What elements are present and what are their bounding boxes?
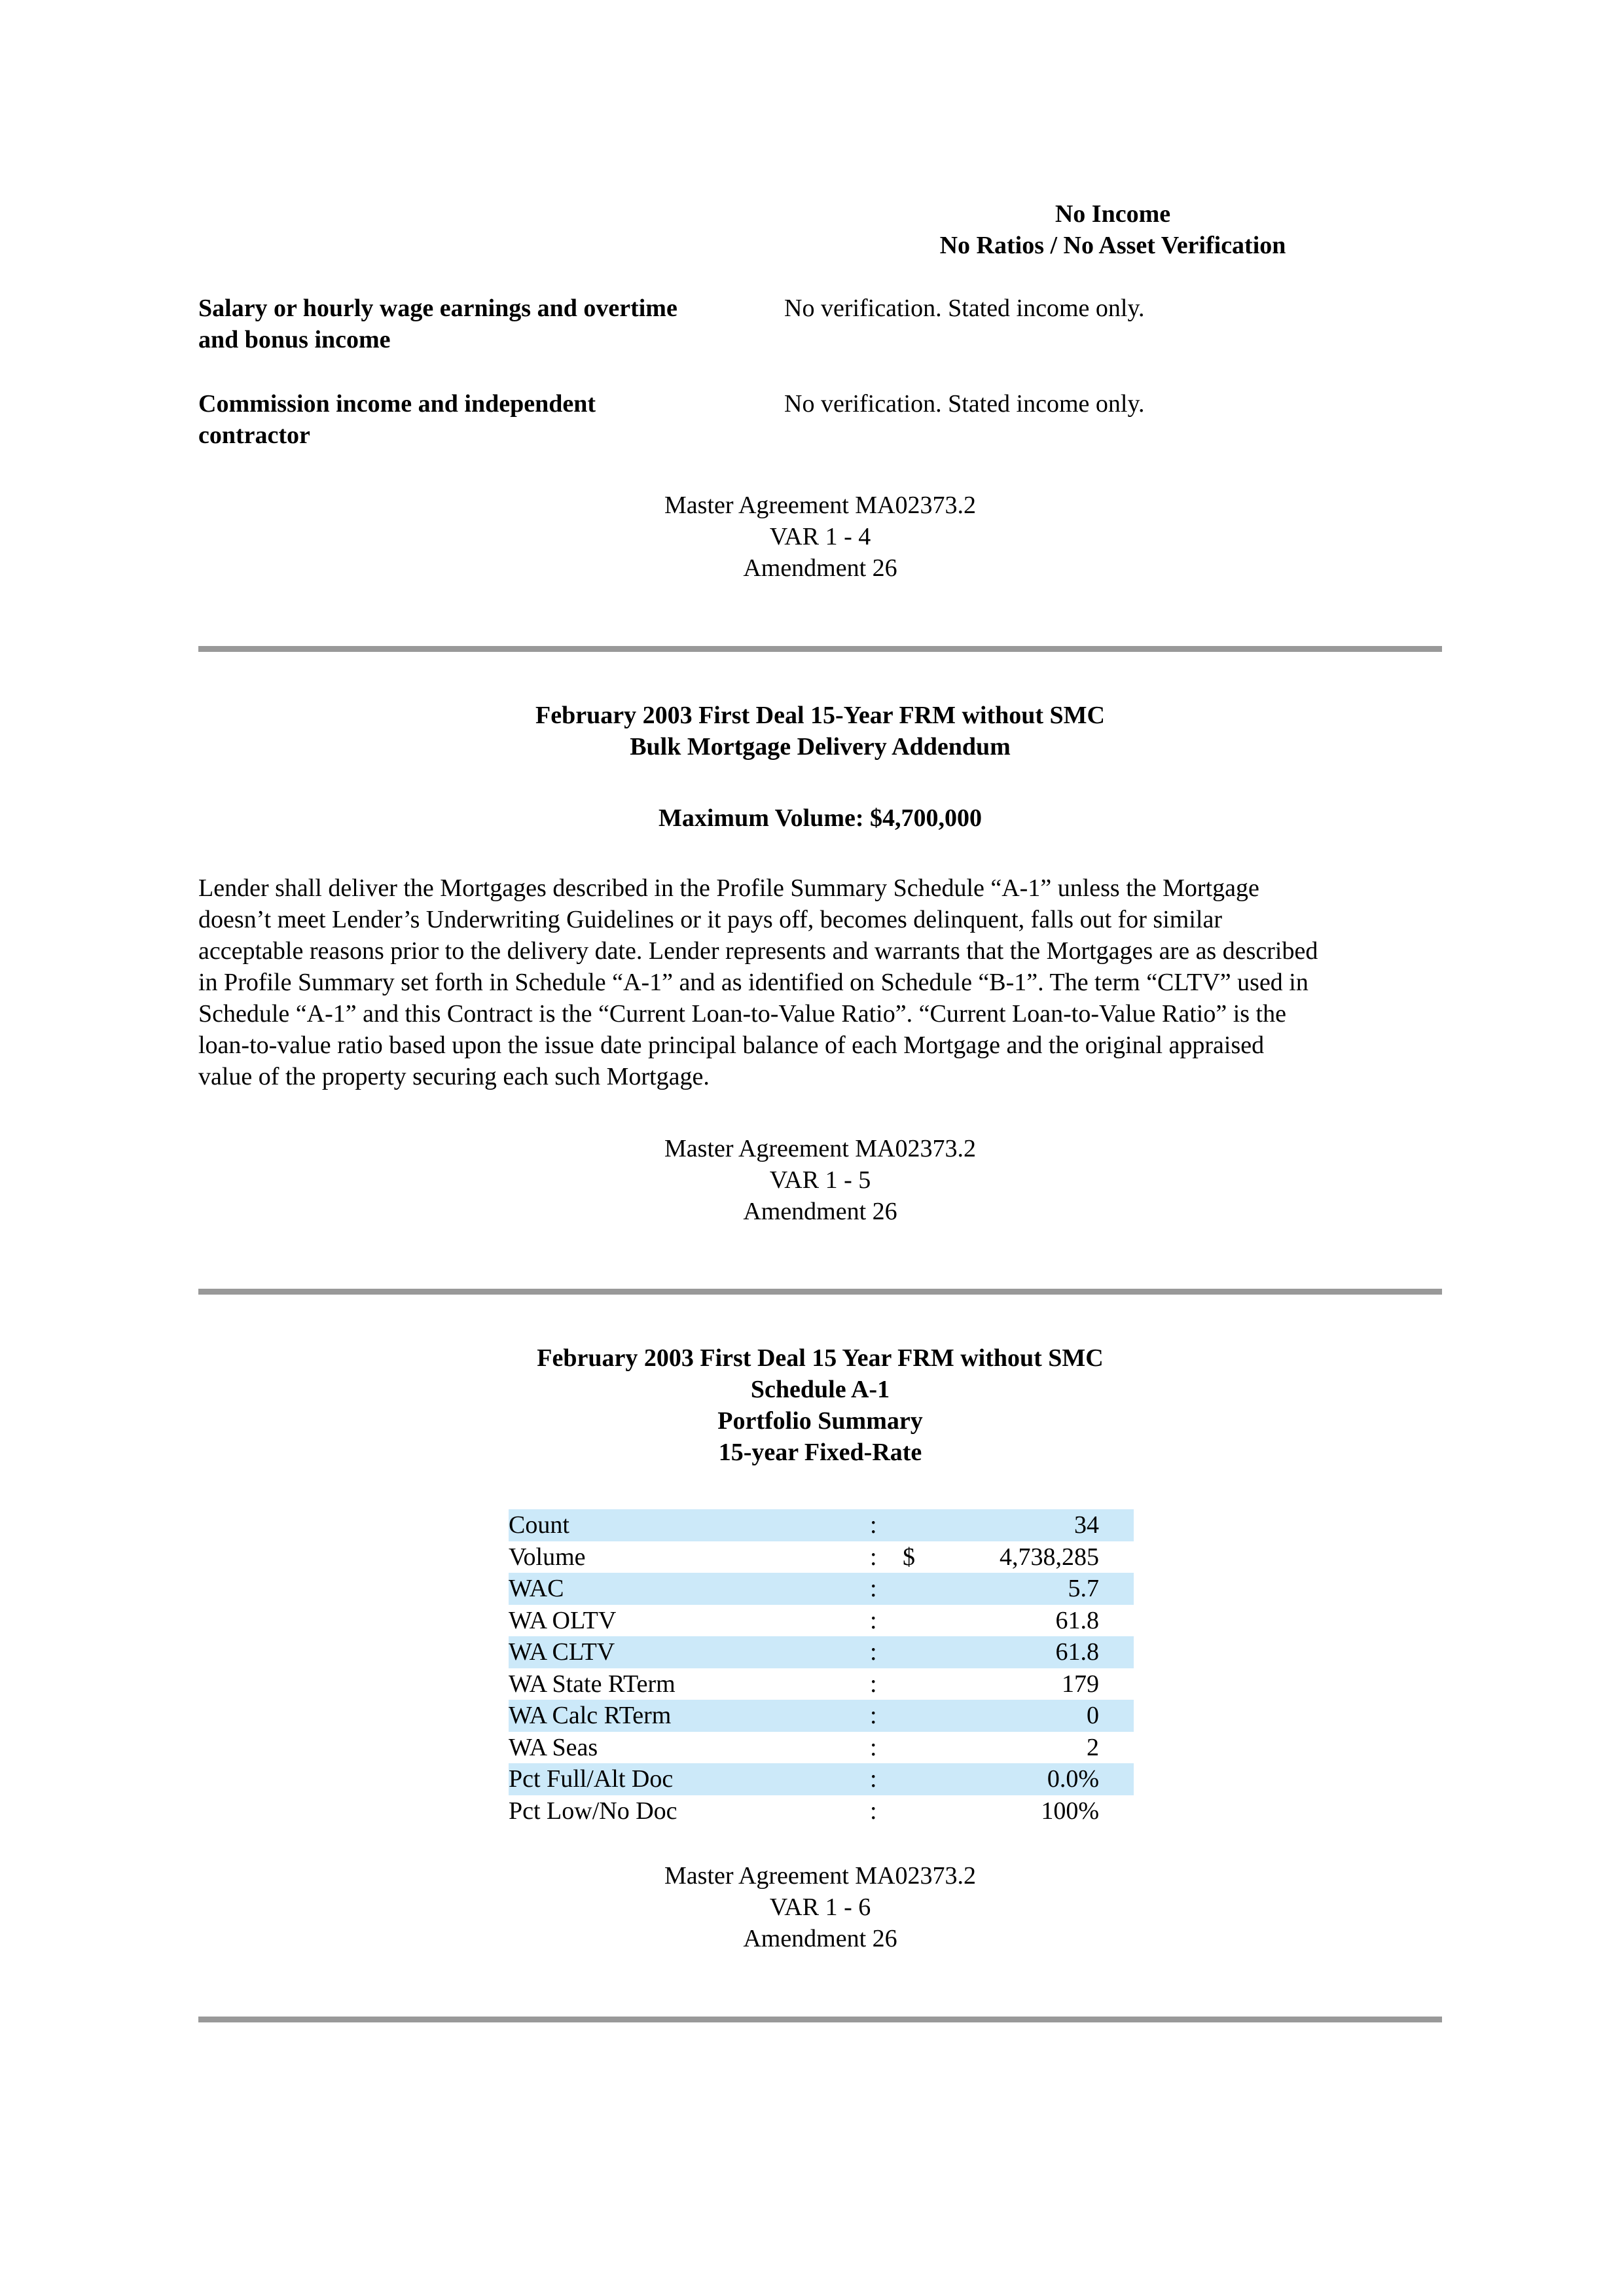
title-line: Schedule A-1 [750,1376,890,1403]
row-value: 61.8 [942,1636,1099,1668]
row-colon: : [870,1797,877,1825]
row-label: Pct Full/Alt Doc [509,1763,870,1795]
income-row-label [198,293,742,355]
footer-agreement: Master Agreement MA02373.2 [664,1135,976,1162]
addendum-title [395,700,1246,762]
footer-amendment: Amendment 26 [743,554,897,582]
income-heading [910,198,1316,261]
title-line: February 2003 First Deal 15 Year FRM without SMC [537,1344,1104,1372]
row-value: 0 [942,1700,1099,1732]
title-line: Bulk Mortgage Delivery Addendum [630,733,1011,761]
row-label: WA CLTV [509,1636,870,1668]
income-heading-line2: No Ratios / No Asset Verification [939,232,1286,259]
label-line: and bonus income [198,326,391,353]
footer-var: VAR 1 - 4 [769,523,871,550]
label-line: Salary or hourly wage earnings and overtime [198,295,677,322]
row-label: WA OLTV [509,1606,617,1634]
table-row [509,1763,1134,1795]
row-colon: : [870,1543,877,1571]
paragraph-line: doesn’t meet Lender’s Underwriting Guidelines or it pays off, becomes delinquent, falls out for similar [198,906,1222,933]
table-row [509,1668,1134,1700]
row-padding [1099,1636,1134,1668]
table-row [509,1732,1134,1764]
row-label: WA Seas [509,1733,598,1761]
row-label: WA Calc RTerm [509,1700,870,1732]
row-value: 4,738,285 [1000,1543,1099,1571]
row-value: 2 [1087,1733,1099,1761]
table-row [509,1636,1134,1668]
table-row [509,1541,1134,1573]
maximum-volume: Maximum Volume: $4,700,000 [659,804,982,832]
row-colon: : [870,1733,877,1761]
row-padding [1099,1541,1134,1573]
row-value: 61.8 [1055,1606,1099,1634]
row-colon: : [870,1509,903,1541]
page-footer [395,1860,1246,1954]
page-divider [198,1289,1442,1295]
row-value: 34 [942,1509,1099,1541]
row-currency [903,1605,942,1637]
row-padding [1099,1732,1134,1764]
income-row-value: No verification. Stated income only. [784,295,1145,322]
income-row-value: No verification. Stated income only. [784,390,1145,418]
income-row-label [198,388,742,451]
row-padding [1099,1763,1134,1795]
footer-var: VAR 1 - 5 [769,1166,871,1194]
income-heading-line1: No Income [1055,200,1171,228]
row-currency [903,1573,942,1605]
row-currency: $ [903,1543,915,1571]
label-line: contractor [198,422,310,449]
row-colon: : [870,1700,903,1732]
row-value: 0.0% [942,1763,1099,1795]
row-padding [1099,1605,1134,1637]
footer-agreement: Master Agreement MA02373.2 [664,1862,976,1890]
schedule-title [395,1342,1246,1468]
addendum-paragraph [198,872,1442,1092]
row-currency [903,1700,942,1732]
title-line: Portfolio Summary [717,1407,923,1435]
row-currency [903,1795,942,1827]
row-padding [1099,1509,1134,1541]
row-padding [1099,1795,1134,1827]
row-colon: : [870,1636,903,1668]
row-label: Count [509,1509,870,1541]
footer-agreement: Master Agreement MA02373.2 [664,492,976,519]
paragraph-line: acceptable reasons prior to the delivery date. Lender represents and warrants that the Mortgages are as described [198,937,1318,965]
page-divider [198,2017,1442,2022]
row-label: Volume [509,1543,586,1571]
row-label: WAC [509,1573,870,1605]
row-currency [903,1636,942,1668]
title-line: February 2003 First Deal 15-Year FRM without SMC [535,702,1105,729]
page-footer [395,1133,1246,1227]
row-label: WA State RTerm [509,1670,676,1698]
table-row [509,1700,1134,1732]
row-currency [903,1763,942,1795]
row-colon: : [870,1763,903,1795]
row-value: 179 [1062,1670,1099,1698]
title-line: 15-year Fixed-Rate [718,1439,922,1466]
footer-amendment: Amendment 26 [743,1925,897,1952]
paragraph-line: Lender shall deliver the Mortgages described in the Profile Summary Schedule “A-1” unless the Mortgage [198,874,1259,902]
row-colon: : [870,1606,877,1634]
footer-var: VAR 1 - 6 [769,1893,871,1921]
page-footer [395,490,1246,584]
table-row [509,1573,1134,1605]
row-currency [903,1509,942,1541]
footer-amendment: Amendment 26 [743,1198,897,1225]
row-padding [1099,1700,1134,1732]
label-line: Commission income and independent [198,390,596,418]
table-row [509,1605,1134,1637]
paragraph-line: in Profile Summary set forth in Schedule “A-1” and as identified on Schedule “B-1”. The term “CLTV” used in [198,969,1308,996]
row-label: Pct Low/No Doc [509,1797,677,1825]
page-divider [198,646,1442,652]
row-value: 100% [1041,1797,1099,1825]
paragraph-line: value of the property securing each such Mortgage. [198,1063,710,1090]
table-row [509,1795,1134,1827]
row-colon: : [870,1670,877,1698]
row-currency [903,1732,942,1764]
row-colon: : [870,1573,903,1605]
row-value: 5.7 [942,1573,1099,1605]
paragraph-line: Schedule “A-1” and this Contract is the “Current Loan-to-Value Ratio”. “Current Loan-to-Value Ratio” is the [198,1000,1286,1028]
paragraph-line: loan-to-value ratio based upon the issue date principal balance of each Mortgage and the original appraised [198,1031,1265,1059]
row-padding [1099,1668,1134,1700]
portfolio-summary-table [509,1509,1134,1827]
table-row [509,1509,1134,1541]
row-currency [903,1668,942,1700]
row-padding [1099,1573,1134,1605]
